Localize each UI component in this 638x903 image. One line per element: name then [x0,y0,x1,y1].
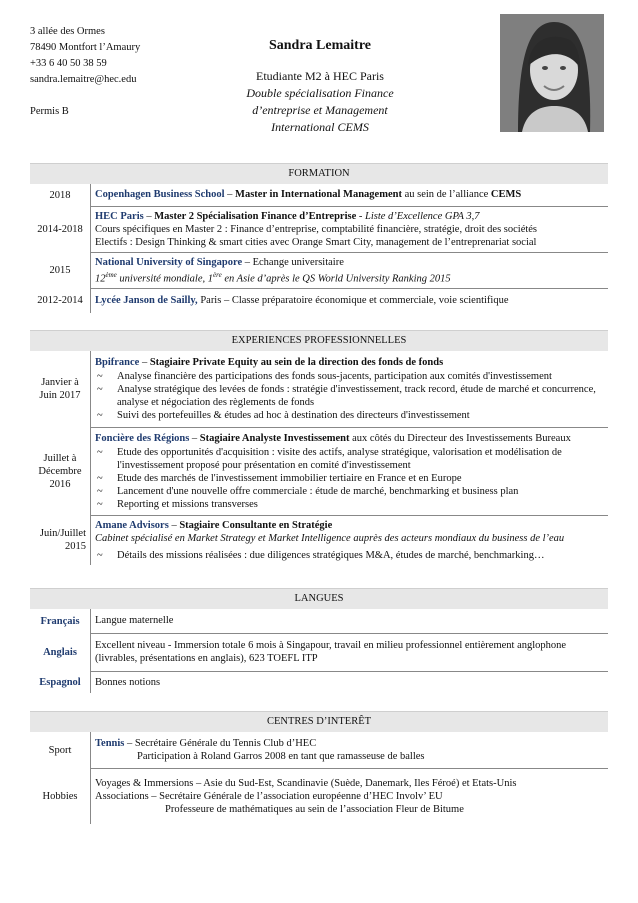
table-row [30,427,608,515]
experience-date: Juin/Juillet 2015 [30,515,91,565]
language-name: Français [30,609,91,633]
interest-label: Hobbies [30,768,91,824]
list-item: ~ Analyse stratégique des levées de fonds : stratégie d'investissement, track record, étude de marché et concurrence, analyse et négociation des règlements de fonds [95,383,604,409]
address-line-2: 78490 Montfort l’Amaury [30,42,141,53]
language-level: Langue maternelle [91,609,609,633]
experience-bullets [95,549,604,562]
phone: +33 6 40 50 38 59 [30,58,107,69]
table-row [30,184,608,206]
list-item: ~ Reporting et missions transverses [95,498,604,511]
formation-date: 2018 [30,184,91,206]
table-row [30,633,608,671]
list-item: ~ Détails des missions réalisées : due diligences stratégiques M&A, études de marché, benchmarking… [95,549,604,562]
experiences-title: EXPERIENCES PROFESSIONNELLES [30,330,608,351]
header-line-2: Double spécialisation Finance [246,86,394,100]
interets-section [30,711,608,824]
table-row [30,252,608,289]
table-row [30,515,608,565]
experience-entry: Bpifrance – Stagiaire Private Equity au sein de la direction des fonds de fonds ~ Analyse financière des participations des fonds sous-jacents, participation aux comités d'investissement ~ Analyse stratégique des levées de fonds : stratégie d'investissement, track record, étude de marché et concurrence, analyse et négociation des règlements de fonds ~ Suivi des portefeuilles & études ad hoc à destination des directeurs d'investissement [91,351,609,427]
experience-entry: Amane Advisors – Stagiaire Consultante en Stratégie Cabinet spécialisé en Market Strategy et Market Intelligence auprès des acteurs mondiaux du business de l’eau ~ Détails des missions réalisées : due diligences stratégiques M&A, études de marché, benchmarking… [91,515,609,565]
profile-photo [500,14,604,132]
experience-entry: Foncière des Régions – Stagiaire Analyste Investissement aux côtés du Directeur des Investissements Bureaux ~ Etude des opportunités d'acquisition : visite des actifs, analyse stratégique, valorisation et modélisation de l'investissement proposé pour présentation en comité d'investissement ~ Etude des marchés de l'investissement immobilier tertiaire en France et en Europe ~ Lancement d'une nouvelle offre commerciale : étude de marché, benchmarking et business plan ~ Reporting et missions transverses [91,427,609,515]
experience-date: Juillet à Décembre 2016 [30,427,91,515]
list-item: ~ Etude des marchés de l'investissement immobilier tertiaire en France et en Europe [95,472,604,485]
formation-entry: HEC Paris – Master 2 Spécialisation Finance d’Entreprise - Liste d’Excellence GPA 3,7 Cours spécifiques en Master 2 : Finance d’entreprise, comptabilité financière, stratégie, droit des sociétés Electifs : Design Thinking & smart cities avec Orange Smart City, management de l’entreprenariat social [91,206,609,252]
table-row [30,732,608,768]
formation-title: FORMATION [30,163,608,184]
table-row [30,671,608,693]
language-level: Excellent niveau - Immersion totale 6 mois à Singapour, travail en milieu professionnel entièrement anglophone (livrables, présentations en anglais), 623 TOEFL ITP [91,633,609,671]
formation-entry: National University of Singapore – Echange universitaire 12ème université mondiale, 1ère en Asie d’après le QS World University Ranking 2015 [91,252,609,289]
driving-permit: Permis B [30,106,69,117]
formation-entry: Lycée Janson de Sailly, Paris – Classe préparatoire économique et commerciale, voie scientifique [95,295,509,307]
formation-section [30,163,608,313]
interets-title: CENTRES D’INTERÊT [30,711,608,732]
list-item: ~ Suivi des portefeuilles & études ad hoc à destination des directeurs d'investissement [95,409,604,422]
email[interactable]: sandra.lemaitre@hec.edu [30,74,137,85]
list-item: ~ Lancement d'une nouvelle offre commerciale : étude de marché, benchmarking et business plan [95,485,604,498]
formation-date: 2015 [30,252,91,289]
interest-entry: Voyages & Immersions – Asie du Sud-Est, Scandinavie (Suède, Danemark, Iles Féroé) et Etats-Unis Associations – Secrétaire Générale de l’association européenne d’HEC Involv’ EU Professeure de mathématiques au sein de l’association Fleur de Bitume [95,777,517,815]
header-line-4: International CEMS [271,120,369,134]
interest-label: Sport [30,732,91,768]
formation-date: 2012-2014 [30,289,91,313]
interest-entry: Tennis – Secrétaire Générale du Tennis Club d’HEC Participation à Roland Garros 2008 en tant que ramasseuse de balles [91,732,609,768]
list-item: ~ Analyse financière des participations des fonds sous-jacents, participation aux comités d'investissement [95,370,604,383]
candidate-name: Sandra Lemaitre [268,38,371,53]
table-row [30,768,608,824]
experiences-section [30,330,608,565]
address-line-1: 3 allée des Ormes [30,26,105,37]
experience-bullets [95,370,604,422]
experience-date: Janvier à Juin 2017 [30,351,91,427]
experience-bullets [95,446,604,511]
language-level: Bonnes notions [95,676,161,688]
list-item: ~ Etude des opportunités d'acquisition : visite des actifs, analyse stratégique, valorisation et modélisation de l'investissement proposé pour présentation en comité d'investissement [95,446,604,472]
formation-date: 2014-2018 [30,206,91,252]
language-name: Anglais [30,633,91,671]
langues-title: LANGUES [30,588,608,609]
header-line-1: Etudiante M2 à HEC Paris [256,69,384,83]
formation-entry: Copenhagen Business School – Master in International Management au sein de l’alliance CEMS [91,184,609,206]
contact-block [30,24,140,120]
table-row [30,609,608,633]
langues-section [30,588,608,693]
table-row [30,351,608,427]
language-name: Espagnol [30,671,91,693]
header-line-3: d’entreprise et Management [252,103,388,117]
table-row [30,206,608,252]
table-row [30,289,608,313]
header [215,38,425,136]
